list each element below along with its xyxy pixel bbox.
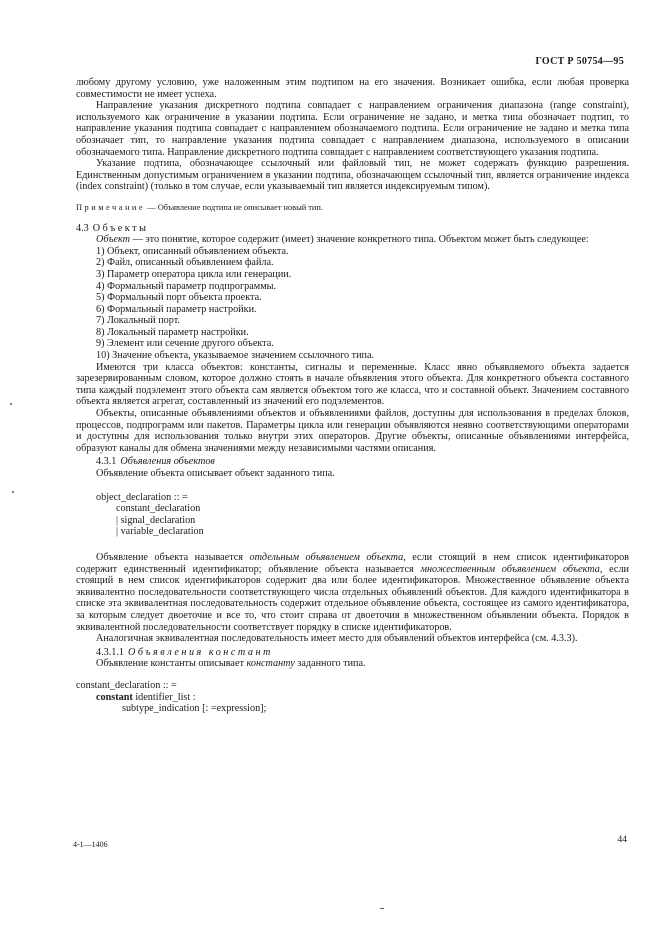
term: отдельным объявлением объекта [249, 551, 404, 563]
list-item: 7) Локальный порт. [96, 315, 180, 327]
paragraph: Объявление объекта называется отдельным объявлением объекта, если стоящий в нем список идентификаторов содержит единственный идентификатор; объявление объекта называется множественным объявлением объекта, если стоящий в нем список идентификаторов содержит два или более идентификаторов. Множественное объявление объекта эквивалентно последовательности соответствующего числа отдельных объявлений объектов. Для каждого идентификатора в списке эта эквивалентная последовательность содержит отдельное объявление объекта, состоящее из самого идентификатора, за которым следует двоеточие и все то, что стоит справа от двоеточия в множественном объявлении объекта. Порядок в эквивалентной последовательности соответствует порядку в списке идентификаторов. [76, 551, 629, 633]
list-item: 9) Элемент или сечение другого объекта. [96, 338, 274, 350]
page-number: 44 [617, 835, 627, 845]
paragraph: Объявление константы описывает константу заданного типа. [96, 658, 366, 670]
list-item: 1) Объект, описанный объявлением объекта. [96, 245, 289, 257]
paragraph: Объект — это понятие, которое содержит (имеет) значение конкретного типа. Объектом может быть следующее: [96, 234, 589, 246]
standard-header: ГОСТ Р 50754—95 [535, 56, 624, 67]
object-list [76, 246, 629, 362]
list-item: 10) Значение объекта, указываемое значением ссылочного типа. [96, 350, 375, 362]
paragraph: Указание подтипа, обозначающее ссылочный или файловый тип, не может содержать функцию разрешения. Единственным допустимым ограничением в указании подтипа, обозначающем ссылочный тип, является ограничение индекса (index constraint) (только в том случае, если указываемый тип является индексируемым типом). [76, 158, 629, 193]
list-item: 2) Файл, описанный объявлением файла. [96, 257, 274, 269]
subsection-heading [76, 647, 629, 659]
list-item: 8) Локальный параметр настройки. [96, 326, 249, 338]
paragraph: Объявление объекта описывает объект заданного типа. [96, 468, 335, 479]
list-item: 5) Формальный порт объекта проекта. [96, 292, 262, 304]
note-label: Примечание [76, 202, 146, 212]
section-number: 4.3.1 [96, 456, 117, 468]
list-item: 4) Формальный параметр подпрограммы. [96, 280, 277, 292]
section-number: 4.3 [76, 222, 89, 234]
section-title: Объявления констант [128, 646, 273, 658]
section-number: 4.3.1.1 [96, 646, 125, 658]
scan-mark [380, 908, 384, 909]
term: множественным объявлением объекта [420, 563, 600, 575]
print-code: 4-1—1406 [73, 840, 108, 849]
grammar-constant-declaration: constant_declaration :: = constant identifier_list : subtype_indication [: =expression]; [76, 679, 267, 715]
scan-mark [10, 403, 12, 405]
section-title: Объекты [92, 222, 149, 234]
section-title: Объявления объектов [120, 456, 215, 468]
keyword: constant [96, 691, 133, 703]
term: Объект [96, 234, 131, 246]
subsection-heading [76, 456, 629, 468]
list-item: 3) Параметр оператора цикла или генерации. [96, 268, 292, 280]
list-item: 6) Формальный параметр настройки. [96, 303, 257, 315]
paragraph: Аналогичная эквивалентная последовательность имеет место для объявлений объектов интерфейса (см. 4.3.3). [96, 633, 578, 645]
section-heading [76, 223, 629, 235]
note-text: — Объявление подтипа не описывает новый тип. [145, 202, 323, 212]
paragraph: Направление указания дискретного подтипа совпадает с направлением ограничения диапазона (range constraint), используемого как ограничение в указании подтипа. Если ограничение не задано, и метка типа обозначает подтип, то направление указания подтипа совпадает с направлением обозначаемого подтипа. Если ограничение не задано и метка типа обозначает тип, то направление указания подтипа совпадает с направлением диапазона, используемого в описании обозначаемого типа. Направление дискретного подтипа совпадает с направлением соответствующего указания подтипа. [76, 100, 629, 158]
page-body [76, 77, 629, 715]
paragraph: Имеются три класса объектов: константы, сигналы и переменные. Класс явно объявляемого объекта задается зарезервированным словом, которое должно стоять в начале объявления этого объекта. Для конкретного объекта составного типа каждый подэлемент этого объекта сам является объектом того же класса, что и составной объект. Значением составного объекта является агрегат, составленный из значений его подэлементов. [76, 361, 629, 408]
scan-mark [12, 491, 14, 493]
paragraph: Объекты, описанные объявлениями объектов и объявлениями файлов, доступны для использования в пределах блоков, процессов, подпрограмм или пакетов. Параметры цикла или генерации объявляются неявно соответствующими операторами и доступны для использования только внутри этих операторов. Другие объекты, описанные объявлениями интерфейса, образуют каналы для обмена значениями между независимыми частями описания. [76, 408, 629, 454]
note [76, 202, 629, 214]
paragraph: любому другому условию, уже наложенным этим подтипом на его значения. Возникает ошибка, если любая проверка совместимости не имеет успеха. [76, 77, 629, 100]
term: константу [246, 658, 295, 670]
grammar-object-declaration: object_declaration :: = constant_declaration | signal_declaration | variable_declaration [96, 491, 204, 538]
